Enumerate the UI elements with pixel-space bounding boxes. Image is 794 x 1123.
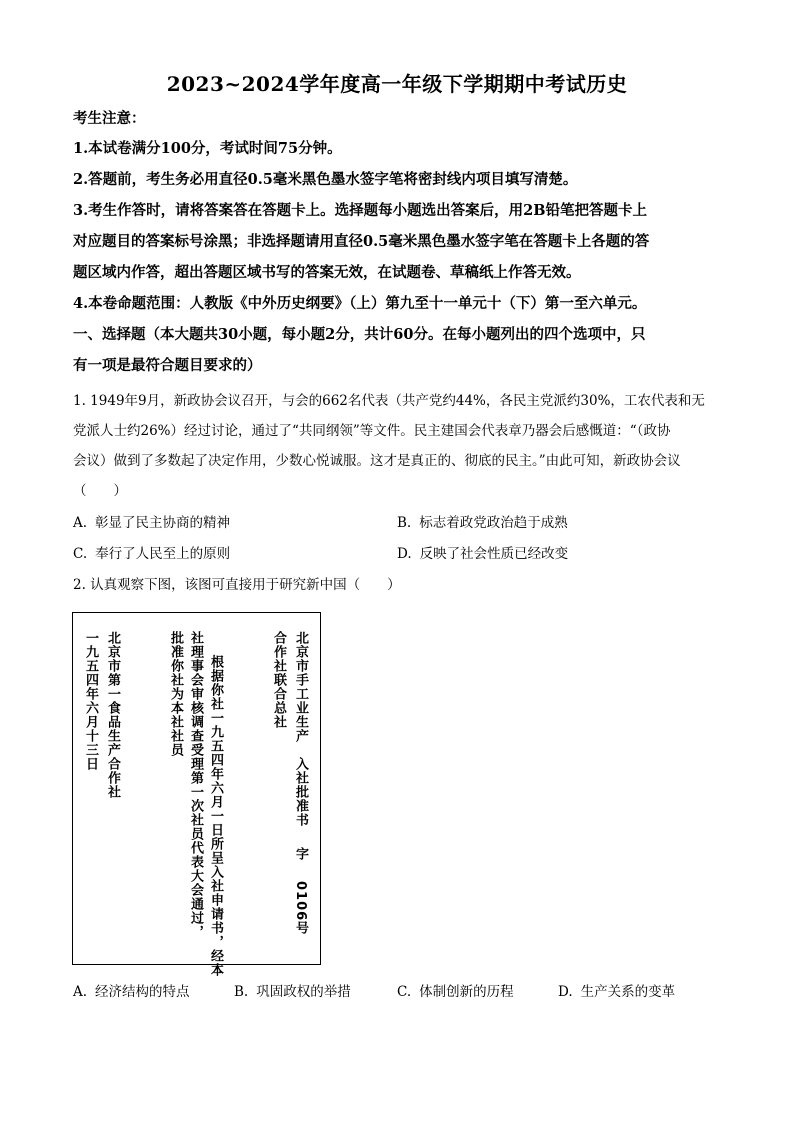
certificate-char: 字 [293,847,308,861]
q1-option-c[interactable] [73,543,230,565]
notice-item-2: 2.答题前，考生务必用直径0.5毫米黑色墨水签字笔将密封线内项目填写清楚。 [73,171,578,188]
option-text: 反映了社会性质已经改变 [419,546,569,562]
notice-heading: 考生注意： [73,110,146,127]
section-heading-line1: 一、选择题（本大题共30小题，每小题2分，共计60分。在每小题列出的四个选项中，只 [73,326,646,343]
certificate-number: 0106号 [293,881,308,936]
certificate-header-column [291,631,309,935]
option-letter: C. [397,984,412,1000]
option-text: 标志着政党政治趋于成熟 [419,515,568,531]
q2-stem: 2. 认真观察下图，该图可直接用于研究新中国（ ） [73,577,401,593]
option-text: 体制创新的历程 [419,984,514,1000]
certificate-body-line1: 根据你社一九五四年六月一日所呈入社申请书，经本 [208,655,223,977]
option-text: 奉行了人民至上的原则 [95,546,231,562]
q2-option-a[interactable] [73,981,190,1003]
option-letter: B. [397,515,412,531]
option-text: 生产关系的变革 [580,984,676,1000]
option-letter: C. [73,546,88,562]
notice-item-1: 1.本试卷满分100分，考试时间75分钟。 [73,140,342,157]
certificate-issuer-line2: 合作社联合总社 [271,631,286,729]
q1-stem-line1: 1. 1949年9月，新政协会议召开，与会的662名代表（共产党约44%，各民主党派约30%，工农代表和无 [73,393,705,409]
certificate-date: 一九五四年六月十三日 [83,631,98,771]
option-letter: B. [234,984,249,1000]
q1-option-a[interactable] [73,512,230,534]
notice-item-3-cont-2: 题区域内作答，超出答题区域书写的答案无效，在试题卷、草稿纸上作答无效。 [73,264,581,281]
q1-stem-line3: 会议）做到了多数起了决定作用，少数心悦诚服。这才是真正的、彻底的民主。”由此可知，新政协会议 [73,453,681,469]
certificate-recipient: 北京市第一食品生产合作社 [105,631,120,799]
exam-title: 2023~2024学年度高一年级下学期期中考试历史 [166,72,628,96]
q1-option-b[interactable] [397,512,568,534]
notice-item-3: 3.考生作答时，请将答案答在答题卡上。选择题每小题选出答案后，用2B铅笔把答题卡上 [73,202,647,219]
section-heading-line2: 有一项是最符合题目要求的） [73,357,262,374]
certificate-body-line2: 社理事会审核调查受理第一次社员代表大会通过， [188,631,203,939]
q1-option-d[interactable] [397,543,568,565]
option-letter: A. [73,984,88,1000]
q2-option-b[interactable] [234,981,351,1003]
notice-item-3-cont-1: 对应题目的答案标号涂黑；非选择题请用直径0.5毫米黑色墨水签字笔在答题卡上各题的答 [73,233,650,250]
option-letter: A. [73,515,88,531]
option-text: 彰显了民主协商的精神 [95,515,231,531]
certificate-issuer: 北京市手工业生产 [293,631,308,743]
option-letter: D. [397,546,412,562]
q2-option-d[interactable] [558,981,675,1003]
option-text: 经济结构的特点 [95,984,190,1000]
option-text: 巩固政权的举措 [256,984,351,1000]
certificate-type: 入社批准书 [293,757,308,827]
q1-stem-line2: 党派人士约26%）经过讨论，通过了“共同纲领”等文件。民主建国会代表章乃器会后感慨道：“（政协 [73,423,671,439]
certificate-body-line3: 批准你社为本社社员 [168,631,183,757]
option-letter: D. [558,984,573,1000]
q2-option-c[interactable] [397,981,514,1003]
notice-item-4: 4.本卷命题范围：人教版《中外历史纲要》（上）第九至十一单元十（下）第一至六单元。 [73,295,647,312]
q1-stem-line4: （ ） [73,483,127,499]
membership-certificate-figure [72,612,321,977]
